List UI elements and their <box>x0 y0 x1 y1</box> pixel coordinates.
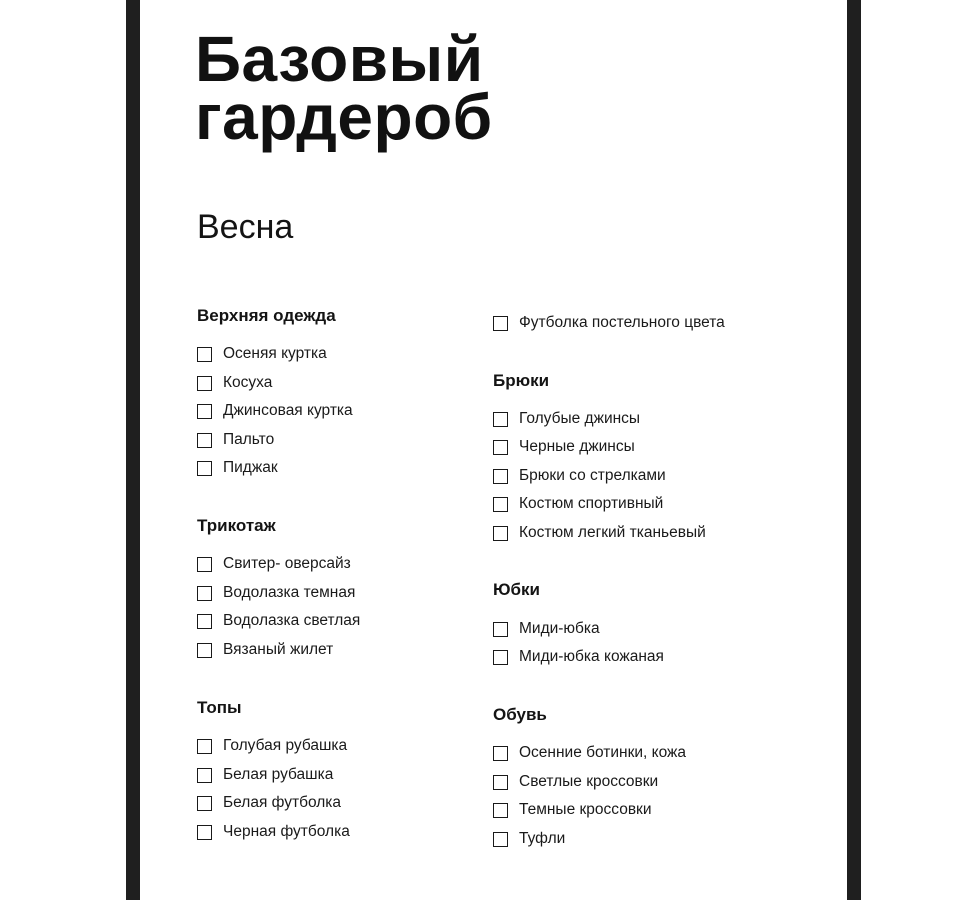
checkbox[interactable] <box>197 404 212 419</box>
section-title-outerwear: Верхняя одежда <box>197 306 336 325</box>
page-title-line-1: Базовый <box>195 23 484 95</box>
checklist-item-label: Голубая рубашка <box>223 737 348 754</box>
page-title-line-2: гардероб <box>195 81 493 153</box>
checkbox[interactable] <box>493 622 508 637</box>
checkbox[interactable] <box>197 557 212 572</box>
checklist-item-label: Водолазка темная <box>223 584 356 601</box>
checkbox[interactable] <box>197 614 212 629</box>
checklist-item[interactable] <box>493 522 706 544</box>
checklist-item[interactable] <box>197 610 360 632</box>
checklist-item-label: Вязаный жилет <box>223 641 334 658</box>
checkbox[interactable] <box>197 825 212 840</box>
checklist-item[interactable] <box>197 343 327 365</box>
checkbox[interactable] <box>493 832 508 847</box>
checklist-item-label: Косуха <box>223 374 273 391</box>
checklist-item[interactable] <box>197 821 350 843</box>
checklist-item[interactable] <box>493 742 686 764</box>
section-title-shoes: Обувь <box>493 705 547 724</box>
checkbox[interactable] <box>493 412 508 427</box>
checklist-item[interactable] <box>493 465 666 487</box>
checklist-item[interactable] <box>493 646 664 668</box>
checklist-item[interactable] <box>197 553 351 575</box>
checklist-item[interactable] <box>493 771 658 793</box>
checkbox[interactable] <box>197 347 212 362</box>
checkbox[interactable] <box>493 775 508 790</box>
checklist-item-label: Костюм легкий тканьевый <box>519 524 706 541</box>
checkbox[interactable] <box>493 316 508 331</box>
checklist-item[interactable] <box>197 764 333 786</box>
section-title-pants: Брюки <box>493 371 550 390</box>
checkbox[interactable] <box>493 803 508 818</box>
checklist-item-label: Свитер- оверсайз <box>223 555 351 572</box>
checkbox[interactable] <box>493 469 508 484</box>
checklist-item[interactable] <box>493 408 640 430</box>
checklist-item-label: Джинсовая куртка <box>223 402 353 419</box>
checklist-item-label: Костюм спортивный <box>519 495 664 512</box>
checklist-item[interactable] <box>493 493 663 515</box>
checklist-item-label: Черная футболка <box>223 823 350 840</box>
checklist-item-label: Пальто <box>223 431 275 448</box>
checklist-item[interactable] <box>493 436 635 458</box>
checkbox[interactable] <box>197 643 212 658</box>
checklist-item[interactable] <box>493 618 600 640</box>
checklist-item-label: Водолазка светлая <box>223 612 361 629</box>
checkbox[interactable] <box>197 739 212 754</box>
checklist-item[interactable] <box>493 312 725 334</box>
checkbox[interactable] <box>493 650 508 665</box>
checklist-item-label: Пиджак <box>223 459 278 476</box>
checkbox[interactable] <box>197 461 212 476</box>
checklist-item-label: Брюки со стрелками <box>519 467 666 484</box>
checklist-item-label: Миди-юбка кожаная <box>519 648 664 665</box>
checklist-item[interactable] <box>197 735 347 757</box>
checklist-item-label: Черные джинсы <box>519 438 635 455</box>
checklist-item-label: Туфли <box>519 830 566 847</box>
checklist-item-label: Светлые кроссовки <box>519 773 659 790</box>
checkbox[interactable] <box>197 433 212 448</box>
checkbox[interactable] <box>493 440 508 455</box>
checklist-item[interactable] <box>493 799 652 821</box>
page-title <box>195 23 493 153</box>
checklist-item[interactable] <box>197 372 272 394</box>
section-title-skirts: Юбки <box>493 580 540 599</box>
checklist-item-label: Футболка постельного цвета <box>519 314 725 331</box>
checklist-item-label: Миди-юбка <box>519 620 600 637</box>
checklist-item[interactable] <box>197 792 341 814</box>
checklist-item-label: Голубые джинсы <box>519 410 641 427</box>
checkbox[interactable] <box>493 497 508 512</box>
left-frame-bar <box>126 0 140 900</box>
checklist-item[interactable] <box>493 828 565 850</box>
section-title-tops: Топы <box>197 698 242 717</box>
checkbox[interactable] <box>197 376 212 391</box>
checkbox[interactable] <box>197 796 212 811</box>
season-heading: Весна <box>197 208 294 246</box>
checklist-item[interactable] <box>197 582 355 604</box>
checklist-item-label: Темные кроссовки <box>519 801 652 818</box>
right-frame-bar <box>847 0 861 900</box>
checkbox[interactable] <box>197 768 212 783</box>
checkbox[interactable] <box>493 746 508 761</box>
checklist-item[interactable] <box>197 429 274 451</box>
checklist-item-label: Осеняя куртка <box>223 345 327 362</box>
checklist-item[interactable] <box>197 400 353 422</box>
checklist-item[interactable] <box>197 639 333 661</box>
section-title-knitwear: Трикотаж <box>197 516 276 535</box>
checklist-item-label: Осенние ботинки, кожа <box>519 744 687 761</box>
checklist-item-label: Белая футболка <box>223 794 342 811</box>
checkbox[interactable] <box>493 526 508 541</box>
checklist-item-label: Белая рубашка <box>223 766 334 783</box>
checkbox[interactable] <box>197 586 212 601</box>
checklist-item[interactable] <box>197 457 278 479</box>
